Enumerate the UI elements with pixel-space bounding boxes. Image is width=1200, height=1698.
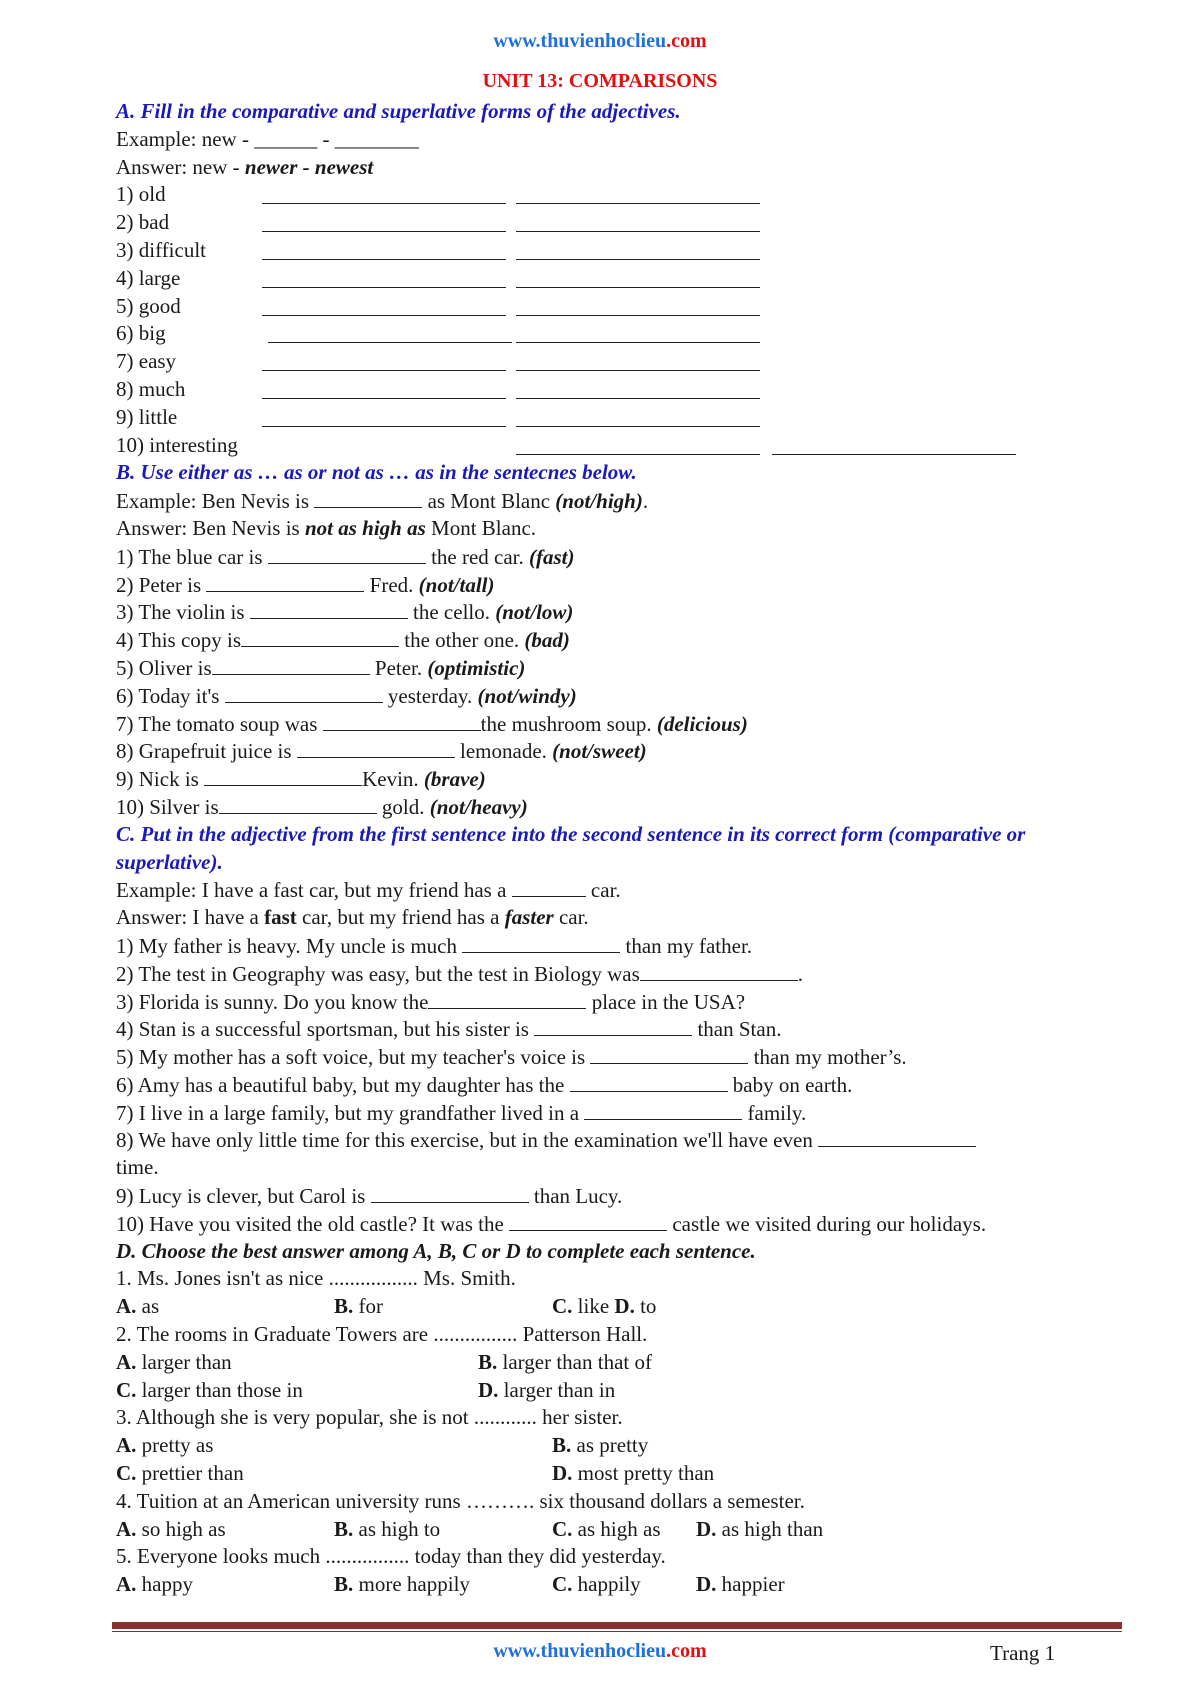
superlative-blank[interactable] bbox=[516, 241, 760, 260]
comparative-blank[interactable] bbox=[262, 408, 506, 427]
section-c-item: 10) Have you visited the old castle? It was the castle we visited during our holidays. bbox=[116, 1211, 987, 1236]
footer-rule bbox=[112, 1622, 1122, 1629]
section-b-item: 9) Nick is Kevin. (brave) bbox=[116, 767, 486, 792]
option-b[interactable]: B. as high to bbox=[334, 1516, 441, 1541]
answer-blank[interactable] bbox=[584, 1099, 742, 1120]
option-c[interactable]: C. prettier than bbox=[116, 1461, 244, 1486]
answer-blank[interactable] bbox=[323, 710, 481, 731]
question-5: 5. Everyone looks much ................ today than they did yesterday. bbox=[116, 1544, 666, 1569]
comparative-blank[interactable] bbox=[262, 297, 506, 316]
adjective-row: 7) easy bbox=[116, 348, 1106, 376]
section-c-item: 3) Florida is sunny. Do you know the place in the USA? bbox=[116, 989, 746, 1014]
option-b[interactable]: B. larger than that of bbox=[478, 1349, 652, 1374]
answer-blank[interactable] bbox=[219, 793, 377, 814]
section-c-item-cont: time. bbox=[116, 1155, 159, 1180]
option-d[interactable]: D. happier bbox=[696, 1572, 785, 1597]
section-c-item: 1) My father is heavy. My uncle is much than my father. bbox=[116, 933, 753, 958]
section-a-answer: Answer: new - newer - newest bbox=[116, 154, 374, 179]
answer-blank[interactable] bbox=[204, 765, 362, 786]
adjective-row: 3) difficult bbox=[116, 237, 1106, 265]
superlative-blank[interactable] bbox=[516, 352, 760, 371]
answer-blank[interactable] bbox=[590, 1043, 748, 1064]
answer-blank[interactable] bbox=[225, 682, 383, 703]
worksheet-content bbox=[116, 98, 1106, 1599]
section-a-example: Example: new - ______ - ________ bbox=[116, 126, 419, 151]
superlative-blank[interactable] bbox=[516, 297, 760, 316]
option-b[interactable]: B. for bbox=[334, 1294, 384, 1319]
section-c-heading: C. Put in the adjective from the first sentence into the second sentence in its correct form (comparative or superlative). bbox=[116, 821, 1026, 874]
option-d[interactable]: D. to bbox=[614, 1294, 657, 1319]
section-b-item: 1) The blue car is the red car. (fast) bbox=[116, 544, 575, 569]
answer-blank[interactable] bbox=[534, 1015, 692, 1036]
section-c-item: 6) Amy has a beautiful baby, but my daughter has the baby on earth. bbox=[116, 1072, 853, 1097]
adjective-row: 6) big bbox=[116, 320, 1106, 348]
page-number: Trang 1 bbox=[990, 1641, 1056, 1665]
comparative-blank[interactable] bbox=[262, 352, 506, 371]
answer-blank[interactable] bbox=[428, 988, 586, 1009]
adjective-row: 10) interesting bbox=[116, 432, 1106, 460]
comparative-blank[interactable] bbox=[262, 213, 506, 232]
comparative-blank[interactable] bbox=[516, 436, 760, 455]
section-b-answer: Answer: Ben Nevis is not as high as Mont Blanc. bbox=[116, 515, 537, 540]
question-3-options bbox=[116, 1432, 1106, 1460]
option-d[interactable]: D. most pretty than bbox=[552, 1461, 715, 1486]
question-2-options bbox=[116, 1377, 1106, 1405]
answer-blank[interactable] bbox=[212, 654, 370, 675]
question-4: 4. Tuition at an American university runs ………. six thousand dollars a semester. bbox=[116, 1488, 805, 1513]
question-2: 2. The rooms in Graduate Towers are ................ Patterson Hall. bbox=[116, 1322, 648, 1347]
question-4-options bbox=[116, 1516, 1106, 1544]
section-c-item: 9) Lucy is clever, but Carol is than Lucy. bbox=[116, 1184, 623, 1209]
section-b-item: 10) Silver is gold. (not/heavy) bbox=[116, 794, 528, 819]
answer-blank[interactable] bbox=[512, 876, 586, 897]
option-a[interactable]: A. happy bbox=[116, 1572, 193, 1597]
superlative-blank[interactable] bbox=[516, 408, 760, 427]
option-c[interactable]: C. as high as bbox=[552, 1516, 661, 1541]
answer-blank[interactable] bbox=[206, 571, 364, 592]
option-c[interactable]: C. happily bbox=[552, 1572, 641, 1597]
footer-rule-thin bbox=[112, 1631, 1122, 1632]
section-c-item: 4) Stan is a successful sportsman, but his sister is than Stan. bbox=[116, 1017, 782, 1042]
comparative-blank[interactable] bbox=[268, 324, 512, 343]
superlative-blank[interactable] bbox=[516, 185, 760, 204]
answer-blank[interactable] bbox=[818, 1126, 976, 1147]
comparative-blank[interactable] bbox=[262, 380, 506, 399]
section-c-item: 2) The test in Geography was easy, but the test in Biology was . bbox=[116, 961, 803, 986]
section-c-item: 5) My mother has a soft voice, but my teacher's voice is than my mother’s. bbox=[116, 1045, 907, 1070]
adjective-row: 9) little bbox=[116, 404, 1106, 432]
comparative-blank[interactable] bbox=[262, 269, 506, 288]
answer-blank[interactable] bbox=[462, 932, 620, 953]
question-1-options bbox=[116, 1293, 1106, 1321]
section-b-item: 3) The violin is the cello. (not/low) bbox=[116, 600, 574, 625]
superlative-blank[interactable] bbox=[516, 324, 760, 343]
section-c-item: 7) I live in a large family, but my grandfather lived in a family. bbox=[116, 1100, 807, 1125]
option-b[interactable]: B. as pretty bbox=[552, 1433, 649, 1458]
answer-blank[interactable] bbox=[509, 1210, 667, 1231]
question-2-options bbox=[116, 1349, 1106, 1377]
answer-blank[interactable] bbox=[371, 1182, 529, 1203]
section-b-item: 8) Grapefruit juice is lemonade. (not/sweet) bbox=[116, 739, 647, 764]
answer-blank[interactable] bbox=[570, 1071, 728, 1092]
section-b-item: 7) The tomato soup was the mushroom soup. (delicious) bbox=[116, 711, 748, 736]
superlative-blank[interactable] bbox=[516, 213, 760, 232]
question-5-options bbox=[116, 1571, 1106, 1599]
adjective-row: 8) much bbox=[116, 376, 1106, 404]
comparative-blank[interactable] bbox=[262, 185, 506, 204]
adjective-row: 5) good bbox=[116, 293, 1106, 321]
superlative-blank[interactable] bbox=[516, 380, 760, 399]
section-c-example: Example: I have a fast car, but my friend has a car. bbox=[116, 878, 621, 903]
question-3: 3. Although she is very popular, she is not ............ her sister. bbox=[116, 1405, 623, 1430]
answer-blank[interactable] bbox=[241, 626, 399, 647]
comparative-blank[interactable] bbox=[262, 241, 506, 260]
question-1: 1. Ms. Jones isn't as nice ................. Ms. Smith. bbox=[116, 1266, 516, 1291]
option-b[interactable]: B. more happily bbox=[334, 1572, 470, 1597]
option-d[interactable]: D. as high than bbox=[696, 1516, 824, 1541]
answer-blank[interactable] bbox=[250, 598, 408, 619]
adjective-row: 2) bad bbox=[116, 209, 1106, 237]
answer-blank[interactable] bbox=[297, 737, 455, 758]
section-b-heading: B. Use either as … as or not as … as in the sentecnes below. bbox=[116, 460, 637, 485]
answer-blank[interactable] bbox=[640, 960, 798, 981]
section-a-heading: A. Fill in the comparative and superlative forms of the adjectives. bbox=[116, 99, 681, 123]
section-b-item: 2) Peter is Fred. (not/tall) bbox=[116, 572, 495, 597]
section-b-item: 4) This copy is the other one. (bad) bbox=[116, 628, 570, 653]
option-a[interactable]: A. pretty as bbox=[116, 1433, 214, 1458]
answer-blank[interactable] bbox=[268, 543, 426, 564]
adjective-row: 1) old bbox=[116, 181, 1106, 209]
option-a[interactable]: A. larger than bbox=[116, 1349, 232, 1374]
section-b-item: 6) Today it's yesterday. (not/windy) bbox=[116, 683, 577, 708]
superlative-blank[interactable] bbox=[516, 269, 760, 288]
section-d-heading: D. Choose the best answer among A, B, C or D to complete each sentence. bbox=[116, 1238, 756, 1263]
answer-blank[interactable] bbox=[314, 487, 422, 508]
option-c[interactable]: C. like bbox=[552, 1294, 610, 1319]
option-a[interactable]: A. so high as bbox=[116, 1516, 226, 1541]
section-c-item: 8) We have only little time for this exercise, but in the examination we'll have even bbox=[116, 1126, 1106, 1154]
option-c[interactable]: C. larger than those in bbox=[116, 1377, 303, 1402]
section-c-answer: Answer: I have a fast car, but my friend has a faster car. bbox=[116, 905, 589, 930]
question-3-options bbox=[116, 1460, 1106, 1488]
superlative-blank[interactable] bbox=[772, 436, 1016, 455]
option-d[interactable]: D. larger than in bbox=[478, 1377, 616, 1402]
header-url[interactable]: www.thuvienhoclieu.com bbox=[493, 30, 707, 52]
section-b-item: 5) Oliver is Peter. (optimistic) bbox=[116, 655, 526, 680]
section-b-example: Example: Ben Nevis is as Mont Blanc (not/high). bbox=[116, 489, 649, 514]
adjective-row: 4) large bbox=[116, 265, 1106, 293]
option-a[interactable]: A. as bbox=[116, 1294, 160, 1319]
page-title: UNIT 13: COMPARISONS bbox=[482, 70, 718, 92]
footer-url[interactable]: www.thuvienhoclieu.com bbox=[493, 1640, 707, 1662]
